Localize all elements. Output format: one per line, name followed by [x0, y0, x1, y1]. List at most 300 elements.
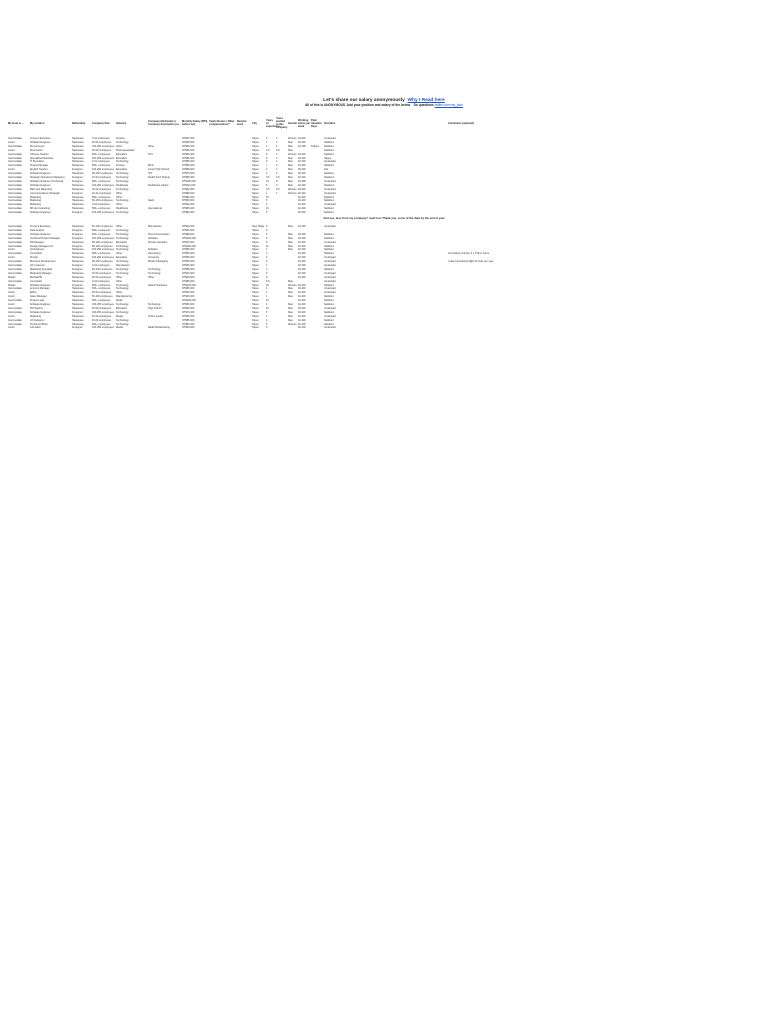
cell-size: 0-16 employees — [92, 137, 110, 140]
cell-years_company: 1 — [276, 140, 278, 144]
cell-hours: 40-44h — [298, 326, 306, 330]
cell-level: Intermediate — [8, 252, 22, 256]
cell-company: Healthcare startup — [148, 183, 169, 187]
cell-years_company: 1 — [276, 160, 278, 164]
cell-level: Intermediate — [8, 267, 22, 271]
cell-company: Online media — [148, 314, 163, 318]
cell-overtime: Underpaid — [324, 187, 336, 191]
cell-years: 8 — [266, 275, 268, 279]
cell-industry: Other — [116, 279, 123, 283]
page-subtitle — [0, 103, 768, 107]
cell-position: Marketing — [30, 195, 41, 199]
cell-comments: Consulting contract, 4 x FTE in hours — [448, 252, 490, 256]
cell-position: Proofer — [30, 256, 39, 260]
cell-size: 500+ employees — [92, 283, 111, 287]
cell-overtime: Satisfied — [324, 207, 334, 211]
cell-level: Intermediate — [8, 179, 22, 183]
cell-monthly: NT$40,000 — [182, 203, 195, 207]
cell-overtime: Satisfied — [324, 144, 334, 148]
cell-years_company: 3 — [276, 183, 278, 187]
cell-overtime: Fair — [324, 168, 329, 172]
cell-hours: 35-44h — [298, 168, 306, 172]
cell-overtime: Satisfied — [324, 172, 334, 176]
cell-level: Intermediate — [8, 164, 22, 168]
cell-hours: 40-44h — [298, 195, 306, 199]
cell-gender: Man — [288, 164, 293, 168]
cell-hours: 40-44h — [298, 303, 306, 306]
cell-industry: Other — [116, 291, 123, 295]
column-header-company — [148, 110, 182, 136]
cell-company: Radio Broadcasting — [148, 326, 170, 330]
cell-gender: Man — [288, 287, 293, 291]
cell-industry: Other — [116, 203, 123, 207]
cell-hours: 40-44h — [298, 211, 306, 215]
cell-city: Taipei — [252, 199, 259, 203]
cell-hours: 40-44h — [298, 287, 306, 291]
cell-nationality: Taiwanese — [72, 152, 84, 156]
cell-monthly: NT$40,000 — [182, 225, 195, 228]
cell-gender: Man — [288, 140, 293, 144]
cell-industry: Education — [116, 240, 128, 244]
cell-level: Intermediate — [8, 271, 22, 275]
column-header-label: Remote work — [237, 120, 247, 126]
cell-level: Junior — [8, 148, 15, 152]
cell-monthly: NT$68,000 — [182, 232, 195, 236]
cell-overtime: Satisfied — [324, 295, 334, 299]
cell-gender — [288, 326, 298, 330]
cell-monthly: NT$36,000 — [182, 256, 195, 260]
cell-level: Intermediate — [8, 203, 22, 207]
cell-industry: Technology — [116, 160, 129, 164]
cell-years_company: 8 — [276, 179, 278, 183]
cell-level: Intermediate — [8, 264, 22, 267]
cell-size: 16-20 employees — [92, 314, 112, 318]
cell-gender: Man — [288, 240, 293, 244]
cell-overtime: Underpaid — [324, 240, 336, 244]
cell-monthly: NT$110,000 — [182, 183, 196, 187]
cell-position: Specialized Educator — [30, 156, 54, 160]
column-header-gender — [288, 110, 298, 136]
cell-nationality: Taiwanese — [72, 164, 84, 168]
cell-years: 0.5 — [266, 279, 270, 283]
cell-comments — [448, 211, 748, 215]
cell-monthly: NT$100,000 — [182, 179, 196, 183]
cell-city: Taipei — [252, 306, 259, 310]
cell-nationality: Taiwanese — [72, 299, 84, 303]
cell-industry: Other — [116, 275, 123, 279]
cell-position: Pharmacist — [30, 148, 43, 152]
cell-hours: 40-44h — [298, 160, 306, 164]
cell-size: 500+ employees — [92, 152, 111, 156]
cell-position: Project Lead — [30, 299, 45, 303]
cell-size: 20-50 employees — [92, 275, 112, 279]
column-header-label: Years of experience — [266, 118, 280, 128]
cell-overtime: Underpaid — [324, 160, 336, 164]
cell-gender: Man — [288, 148, 293, 152]
cell-position: Account Manager — [30, 287, 50, 291]
cell-hours: 40-44h — [298, 164, 306, 168]
cell-city: Taipei — [252, 203, 259, 207]
cell-nationality: Taiwanese — [72, 248, 84, 252]
cell-hours: 40-44h — [298, 191, 306, 195]
cell-years: 10 — [266, 195, 269, 199]
cell-monthly: NT$38,000 — [182, 140, 195, 144]
cell-size: 100-250 employees — [92, 326, 114, 330]
cell-position: PM Teacher — [30, 306, 44, 310]
column-header-comments — [448, 110, 748, 136]
cell-monthly: NT$40,000 — [182, 326, 195, 330]
cell-nationality: Taiwanese — [72, 144, 84, 148]
cell-position: English Teacher — [30, 168, 48, 172]
cell-nationality: Taiwanese — [72, 199, 84, 203]
cell-size: 0-16 employees — [92, 264, 110, 267]
cell-monthly: NT$90,000 — [182, 211, 195, 215]
cell-city: Taipei — [252, 236, 259, 240]
cell-gender: Man — [288, 168, 293, 172]
cell-gender: Man — [288, 248, 293, 252]
cell-overtime: Happy — [324, 156, 332, 160]
cell-size: 500+ employees — [92, 287, 111, 291]
cell-monthly: NT$42,000 — [182, 187, 195, 191]
cell-company: Software — [148, 248, 158, 252]
cell-monthly: NT$55,000 — [182, 176, 195, 179]
cell-monthly: NT$50,000 — [182, 260, 195, 264]
cell-remote — [237, 326, 252, 330]
cell-size: 100-250 employees — [92, 248, 114, 252]
cell-years: 5 — [266, 232, 268, 236]
cell-monthly: NT$140,000 — [182, 283, 196, 287]
column-header-years — [266, 110, 280, 136]
cell-industry: Technology — [116, 187, 129, 191]
cell-years: 5 — [266, 211, 268, 215]
cell-years: 4 — [266, 260, 268, 264]
cell-monthly: NT$100,000 — [182, 299, 196, 303]
cell-nationality: Taiwanese — [72, 256, 84, 260]
column-header-label: Gender — [288, 121, 298, 125]
cell-size: 50-100 employees — [92, 267, 113, 271]
cell-overtime: Satisfied — [324, 318, 334, 322]
cell-size: 50-100 employees — [92, 172, 113, 176]
column-header-hours — [298, 110, 311, 136]
cell-position: Consultant — [30, 252, 42, 256]
cell-city: Taipei — [252, 260, 259, 264]
cell-overtime: Satisfied — [324, 152, 334, 156]
cell-overtime: Satisfied — [324, 267, 334, 271]
cell-years: 0.5 — [266, 176, 270, 179]
cell-size: 100-250 employees — [92, 156, 114, 160]
cell-years: 1 — [266, 144, 268, 148]
cell-company: High School — [148, 306, 162, 310]
cell-company: Bank — [148, 164, 154, 168]
cell-years_company: 1 — [276, 191, 278, 195]
cell-monthly: NT$66,000 — [182, 152, 195, 156]
cell-company: Software — [148, 236, 158, 240]
cell-position: Technical Product Manager — [30, 236, 61, 240]
cell-industry: Healthcare — [116, 207, 129, 211]
cell-hours: 40-44h — [298, 240, 306, 244]
cell-position: Project Manager — [30, 164, 49, 168]
cell-overtime: Satisfied — [324, 252, 334, 256]
cell-nationality: Taiwanese — [72, 137, 84, 140]
cell-years: 10 — [266, 299, 269, 303]
cell-industry: Technology — [116, 287, 129, 291]
cell-size: 50-100 employees — [92, 244, 113, 248]
cell-gender: Man — [288, 306, 293, 310]
cell-years: 4 — [266, 156, 268, 160]
cell-hours: 40-44h — [298, 322, 306, 326]
cell-hours: 40-44h — [298, 256, 306, 260]
cell-position: Software Engineer — [30, 283, 51, 287]
cell-gender — [288, 211, 298, 215]
cell-position: Marketing — [30, 314, 41, 318]
column-header-label: My level is ... — [8, 121, 24, 125]
cell-position: HR Manager — [30, 240, 45, 244]
cell-monthly: NT$66,000 — [182, 156, 195, 160]
cell-monthly: NT$46,000 — [182, 148, 195, 152]
cell-gender: Woman — [288, 187, 297, 191]
cell-city: Taipei — [252, 287, 259, 291]
cell-overtime: Underpaid — [324, 225, 336, 228]
cell-gender: Man — [288, 310, 293, 314]
cell-city: Taipei — [252, 195, 259, 199]
cell-industry: Technology — [116, 232, 129, 236]
cell-size: 500+ employees — [92, 322, 111, 326]
cell-overtime: Satisfied — [324, 299, 334, 303]
cell-city: Taipei — [252, 267, 259, 271]
cell-level: Junior — [8, 168, 15, 172]
cell-level: Intermediate — [8, 195, 22, 199]
cell-nationality: Foreigner — [72, 179, 83, 183]
subtitle-link[interactable]: twitter.com/my_jdon — [434, 103, 463, 107]
cell-size: 100-250 employees — [92, 303, 114, 306]
cell-city: Taipei — [252, 152, 259, 156]
cell-nationality: Taiwanese — [72, 271, 84, 275]
cell-city: New Taipei — [252, 225, 265, 228]
cell-monthly: NT$55,000 — [182, 160, 195, 164]
cell-years: 1 — [266, 191, 268, 195]
cell-years: 10 — [266, 207, 269, 211]
cell-years: 1 — [266, 303, 268, 306]
cell-city: Taipei — [252, 176, 259, 179]
cell-gender: Man — [288, 160, 293, 164]
cell-nationality: Taiwanese — [72, 275, 84, 279]
cell-overtime: Satisfied — [324, 236, 334, 240]
cell-overtime: Satisfied — [324, 195, 334, 199]
cell-industry: Other — [116, 144, 123, 148]
cell-years_company: 1 — [276, 137, 278, 140]
cell-gender: Man — [288, 225, 293, 228]
cell-city: Taipei — [252, 160, 259, 164]
cell-overtime: Satisfied — [324, 283, 334, 287]
cell-gender: Man — [288, 156, 293, 160]
cell-overtime: Satisfied — [324, 140, 334, 144]
cell-company: Data & Hardware — [148, 283, 168, 287]
cell-overtime: Satisfied — [324, 148, 334, 152]
cell-company: Technology — [148, 271, 161, 275]
cell-position: Communications Strategist — [30, 191, 60, 195]
cell-city: Taipei — [252, 172, 259, 176]
cell-industry: Technology — [116, 271, 129, 275]
cell-comments — [448, 326, 748, 330]
cell-position: Editor — [30, 291, 37, 295]
cell-overtime: Underpaid — [324, 314, 336, 318]
cell-nationality: Taiwanese — [72, 140, 84, 144]
cell-overtime: Underpaid — [324, 264, 336, 267]
cell-size: 20-50 employees — [92, 306, 112, 310]
column-header-city — [252, 110, 266, 136]
cell-industry: Media — [116, 314, 123, 318]
cell-size: 0-16 employees — [92, 203, 110, 207]
cell-hours: 35-44h — [298, 140, 306, 144]
cell-monthly: NT$40,000 — [182, 264, 195, 267]
cell-years: 2 — [266, 203, 268, 207]
cell-nationality: Taiwanese — [72, 279, 84, 283]
cell-paid: 10days — [311, 144, 320, 148]
cell-gender: Woman — [288, 137, 297, 140]
column-header-label: Nationality — [72, 121, 86, 125]
cell-industry: Technology — [116, 199, 129, 203]
cell-city: Taipei — [252, 279, 259, 283]
cell-yearly — [209, 211, 237, 215]
cell-company: Other — [148, 144, 155, 148]
cell-years: 3 — [266, 252, 268, 256]
cell-years_company: 3 — [276, 156, 278, 160]
cell-nationality: Taiwanese — [72, 183, 84, 187]
cell-size: 100-250 employees — [92, 183, 114, 187]
cell-nationality: Taiwanese — [72, 195, 84, 199]
column-header-label: Yearly Bonus / Other compensations? — [209, 120, 235, 126]
cell-gender: Man — [288, 303, 293, 306]
cell-level: Junior — [8, 303, 15, 306]
cell-city: Taipei — [252, 295, 259, 299]
cell-position: Sales Manager — [30, 295, 47, 299]
cell-size: 20-50 employees — [92, 291, 112, 295]
cell-monthly: NT$55,000 — [182, 318, 195, 322]
cell-position: Business Development — [30, 260, 56, 264]
cell-hours: 40-44h — [298, 310, 306, 314]
cell-company: International — [148, 207, 162, 211]
cell-gender: Man — [288, 144, 293, 148]
cell-overtime: Underpaid — [324, 306, 336, 310]
cell-industry: Technology — [116, 140, 129, 144]
cell-overtime: Satisfied — [324, 244, 334, 248]
cell-nationality: Taiwanese — [72, 225, 84, 228]
cell-hours: 40-44h — [298, 267, 306, 271]
cell-industry: Healthcare — [116, 183, 129, 187]
column-header-level — [8, 110, 30, 136]
cell-gender: Man — [288, 179, 293, 183]
cell-nationality: Taiwanese — [72, 172, 84, 176]
column-header-label: Overtime — [324, 121, 336, 125]
cell-size: 50-100 employees — [92, 225, 113, 228]
cell-years: 1 — [266, 314, 268, 318]
cell-gender: Man — [288, 279, 293, 283]
cell-years: 5 — [266, 236, 268, 240]
cell-level: Intermediate — [8, 207, 22, 211]
cell-nationality: Foreigner — [72, 236, 83, 240]
cell-city: Taipei — [252, 256, 259, 260]
cell-city: Taipei — [252, 326, 259, 330]
cell-years: 3 — [266, 267, 268, 271]
cell-nationality: Foreigner — [72, 176, 83, 179]
cell-company: Technology — [148, 303, 161, 306]
cell-city: Taipei — [252, 248, 259, 252]
cell-size: 20-50 employees — [92, 140, 112, 144]
cell-hours: 40-44h — [298, 176, 306, 179]
cell-nationality: Taiwanese — [72, 306, 84, 310]
cell-industry: Technology — [116, 322, 129, 326]
cell-nationality: Taiwanese — [72, 160, 84, 164]
subtitle-text: All of this is ANONYMOUS. Add your position and salary of the below — [305, 103, 411, 107]
cell-industry: Pharmaceuticals — [116, 148, 135, 152]
cell-position: UX Designer — [30, 318, 45, 322]
cell-remote — [237, 211, 252, 215]
cell-industry: Finance — [116, 164, 125, 168]
cell-overtime: Satisfied — [324, 303, 334, 306]
cell-size: 16-20 employees — [92, 318, 112, 322]
cell-hours: 40-44h — [298, 137, 306, 140]
cell-hours: 40-44h — [298, 244, 306, 248]
cell-industry: Manufacture — [116, 264, 130, 267]
column-header-label: Company Size — [92, 121, 110, 125]
cell-city: Taipei — [252, 187, 259, 191]
cell-overtime: Underpaid — [324, 271, 336, 275]
cell-overtime: Underpaid — [324, 191, 336, 195]
cell-overtime: Satisfied — [324, 164, 334, 168]
cell-monthly: NT$65,000 — [182, 207, 195, 211]
cell-city: Taipei — [252, 322, 259, 326]
cell-nationality: Taiwanese — [72, 148, 84, 152]
cell-company: Health Tech Startup — [148, 176, 170, 179]
cell-size: 100-250 employees — [92, 256, 114, 260]
cell-city: Taipei — [252, 244, 259, 248]
cell-years: 3 — [266, 326, 268, 330]
cell-level: Master — [8, 275, 16, 279]
cell-gender: Man — [288, 291, 293, 295]
cell-nationality: Foreigner — [72, 232, 83, 236]
cell-monthly: NT$70,000 — [182, 240, 195, 244]
cell-gender: Man — [288, 318, 293, 322]
cell-city: Taipei — [252, 211, 259, 215]
cell-yearly — [209, 326, 237, 330]
cell-industry: Other — [116, 195, 123, 199]
title-link[interactable]: Why I Read here — [407, 98, 445, 103]
cell-years_company: 1 — [276, 152, 278, 156]
cell-comments: I paid international flight of visits per year — [448, 260, 494, 264]
cell-city: Taipei — [252, 140, 259, 144]
cell-industry: Technology — [116, 211, 129, 215]
cell-level: Junior — [8, 326, 15, 330]
cell-hours: 40-49h — [298, 179, 306, 183]
cell-monthly: NT$50,000 — [182, 228, 195, 232]
cell-hours: 40-44h — [298, 187, 306, 191]
cell-city: Taipei — [252, 232, 259, 236]
cell-size: 20-50 employees — [92, 148, 112, 152]
cell-city: Taipei — [252, 137, 259, 140]
cell-city: Taipei — [252, 314, 259, 318]
cell-city: Taipei — [252, 303, 259, 306]
cell-size: 500+ employees — [92, 164, 111, 168]
cell-years: 3 — [266, 137, 268, 140]
cell-level: Junior — [8, 256, 15, 260]
cell-position: Design Management — [30, 244, 54, 248]
cell-hours: 40-44h — [298, 283, 306, 287]
cell-industry: Technology — [116, 244, 129, 248]
cell-position: Software Engineer — [30, 310, 51, 314]
cell-size: 100-250 employees — [92, 211, 114, 215]
cell-overtime: Underpaid — [324, 260, 336, 264]
column-header-label: Industry — [116, 121, 127, 125]
